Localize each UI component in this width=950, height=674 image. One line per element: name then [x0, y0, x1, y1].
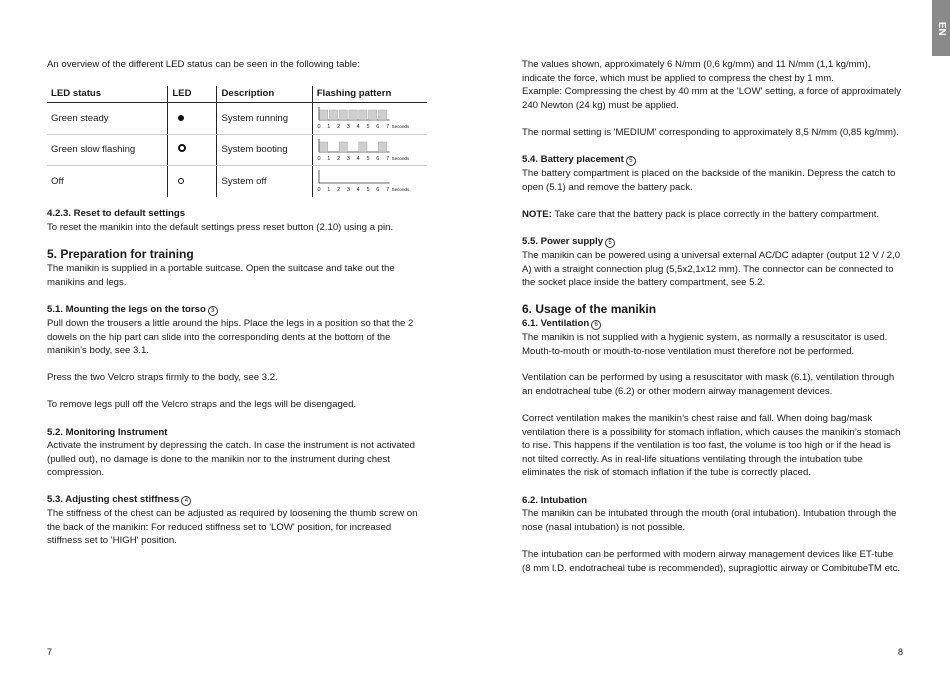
pattern-tick-label: 1 — [326, 155, 331, 161]
monitor-heading: 5.2. Monitoring Instrument — [47, 427, 168, 438]
table-row — [47, 103, 427, 135]
pattern-tick-label: 0 — [317, 155, 321, 161]
reset-heading: 4.2.3. Reset to default settings — [47, 208, 186, 219]
hollow-dot-icon — [178, 178, 184, 184]
pattern-tick-label: 7 — [385, 124, 389, 129]
battery-text: The battery compartment is placed on the backside of the manikin. Depress the catch to open (5.1) and remove the battery pack. — [522, 168, 896, 193]
pattern-tick-label: 6 — [375, 124, 380, 129]
intubation-text-2: The intubation can be performed with modern airway management devices like ET-tube (8 mm I.D. endotracheal tube is recommended), supraglottic airway or CombitubeTM etc. — [522, 549, 901, 574]
filled-dot-icon — [178, 115, 184, 121]
prep-heading: 5. Preparation for training — [47, 247, 194, 261]
power-heading: 5.5. Power supply 5 — [522, 235, 902, 249]
table-row — [47, 134, 427, 166]
pattern-on-bar — [319, 142, 327, 152]
ring-dot-icon — [178, 144, 186, 152]
example-text: Example: Compressing the chest by 40 mm at the 'LOW' setting, a force of approximately 240 Newton (24 kg) must be applied. — [522, 86, 902, 111]
col-header-description: Description — [217, 86, 312, 103]
pattern-tick-label: 5 — [366, 187, 370, 193]
battery-heading: 5.4. Battery placement 5 — [522, 153, 902, 167]
ventilation-text-3: Correct ventilation makes the manikin’s chest raise and fall. When doing bag/mask ventilation there is a possibility for stomach inflation, which causes the manikin’s stomach to rise. This happens if the ventilation is too fast, the volume is too high or if the head is not tilted correctly. As in real-life situations ventilating through the intubation tube eliminates the risk of stomach inflation if the tube is correctly placed. — [522, 413, 901, 479]
pattern-on-bar — [368, 110, 376, 120]
language-tab-label: EN — [935, 21, 947, 36]
col-header-led: LED — [168, 86, 217, 103]
reference-number: 4 — [181, 496, 191, 506]
pattern-on-bar — [339, 110, 347, 120]
pattern-tick-label: 4 — [356, 155, 360, 161]
led-intro: An overview of the different LED status can be seen in the following table: — [47, 59, 360, 70]
mount-text-3: To remove legs pull off the Velcro straps and the legs will be disengaged. — [47, 399, 357, 410]
description-cell: System booting — [217, 134, 312, 166]
note-text: NOTE: Take care that the battery pack is place correctly in the battery compartment. — [522, 209, 880, 220]
pattern-tick-label: 7 — [385, 187, 389, 193]
pattern-tick-label: 3 — [346, 155, 350, 161]
stiffness-heading: 5.3. Adjusting chest stiffness 4 — [47, 493, 427, 507]
led-status-cell: Green steady — [47, 103, 168, 135]
pattern-tick-label: 6 — [375, 155, 380, 161]
pattern-tick-label: 5 — [366, 155, 370, 161]
pattern-axis-unit: Seconds — [391, 155, 409, 161]
pattern-tick-label: 2 — [336, 155, 340, 161]
pattern-tick-label: 0 — [317, 124, 321, 129]
mount-text-2: Press the two Velcro straps firmly to the body, see 3.2. — [47, 372, 278, 383]
intubation-text-1: The manikin can be intubated through the mouth (oral intubation). Intubation through the nose (nasal intubation) is not possible. — [522, 508, 897, 533]
flashing-pattern-chart — [317, 103, 423, 129]
ventilation-heading: 6.1. Ventilation 6 — [522, 317, 902, 331]
pattern-tick-label: 1 — [326, 124, 331, 129]
mount-heading: 5.1. Mounting the legs on the torso 3 — [47, 303, 427, 317]
pattern-tick-label: 3 — [346, 187, 350, 193]
pattern-tick-label: 6 — [375, 187, 380, 193]
normal-setting-text: The normal setting is 'MEDIUM' corresponding to approximately 8,5 N/mm (0,85 kg/mm). — [522, 127, 899, 138]
led-status-cell: Green slow flashing — [47, 134, 168, 166]
table-header-row — [47, 86, 427, 103]
pattern-tick-label: 4 — [356, 187, 360, 193]
table-row — [47, 166, 427, 197]
pattern-tick-label: 5 — [366, 124, 370, 129]
reference-number: 6 — [591, 320, 601, 330]
reference-number: 3 — [208, 306, 218, 316]
values-text: The values shown, approximately 6 N/mm (0,6 kg/mm) and 11 N/mm (1,1 kg/mm), indicate the force, which must be applied to compress the chest by 1 mm. — [522, 59, 871, 84]
prep-text: The manikin is supplied in a portable suitcase. Open the suitcase and take out the manikins and legs. — [47, 263, 395, 288]
reset-text: To reset the manikin into the default settings press reset button (2.10) using a pin. — [47, 222, 394, 233]
flashing-pattern-chart — [317, 166, 423, 192]
pattern-axis-unit: Seconds — [391, 124, 409, 129]
col-header-pattern: Flashing pattern — [312, 86, 427, 103]
pattern-on-bar — [358, 110, 366, 120]
flashing-pattern-chart — [317, 135, 423, 161]
pattern-on-bar — [378, 142, 386, 152]
usage-heading: 6. Usage of the manikin — [522, 302, 657, 316]
monitor-text: Activate the instrument by depressing the catch. In case the instrument is not activated (pulled out), no damage is done to the manikin nor to the instrument during chest compression. — [47, 440, 415, 479]
pattern-tick-label: 1 — [326, 187, 331, 193]
pattern-axis-unit: Seconds — [391, 187, 409, 193]
language-tab — [932, 0, 950, 56]
description-cell: System off — [217, 166, 312, 197]
power-text: The manikin can be powered using a universal external AC/DC adapter (output 12 V / 2,0 A) with a straight connection plug (5,5x2,1x12 mm). The connector can be connected to the socket place inside the battery compartment, see 5.2. — [522, 250, 901, 289]
pattern-tick-label: 2 — [336, 187, 340, 193]
stiffness-text: The stiffness of the chest can be adjusted as required by loosening the thumb screw on the back of the manikin: For reduced stiffness set to 'LOW' position, for increased stiffness set to 'HIGH' position. — [47, 508, 418, 547]
led-status-table — [47, 86, 427, 197]
intubation-heading: 6.2. Intubation — [522, 495, 588, 506]
ventilation-text-2: Ventilation can be performed by using a resuscitator with mask (6.1), ventilation through an endotracheal tube (6.2) or other modern airway management devices. — [522, 372, 895, 397]
pattern-tick-label: 2 — [336, 124, 340, 129]
pattern-tick-label: 3 — [346, 124, 350, 129]
reference-number: 5 — [605, 238, 615, 248]
ventilation-text-1: The manikin is not supplied with a hygienic system, as normally a resuscitator is used. Mouth-to-mouth or mouth-to-nose ventilation must therefore not be performed. — [522, 332, 888, 357]
pattern-on-bar — [378, 110, 386, 120]
pattern-on-bar — [349, 110, 357, 120]
col-header-status: LED status — [47, 86, 168, 103]
mount-text-1: Pull down the trousers a little around the hips. Place the legs in a position so that the 2 dowels on the hip part can slide into the corresponding dents at the bottom of the manikin’s body, see 3.1. — [47, 318, 414, 357]
led-status-cell: Off — [51, 175, 64, 187]
pattern-on-bar — [358, 142, 366, 152]
page-number-left: 7 — [47, 647, 53, 657]
pattern-tick-label: 0 — [317, 187, 321, 193]
reference-number: 5 — [626, 156, 636, 166]
description-cell: System running — [217, 103, 312, 135]
page-number-right: 8 — [898, 647, 904, 657]
pattern-on-bar — [319, 110, 327, 120]
pattern-on-bar — [329, 110, 337, 120]
pattern-on-bar — [339, 142, 347, 152]
pattern-tick-label: 7 — [385, 155, 389, 161]
pattern-tick-label: 4 — [356, 124, 360, 129]
